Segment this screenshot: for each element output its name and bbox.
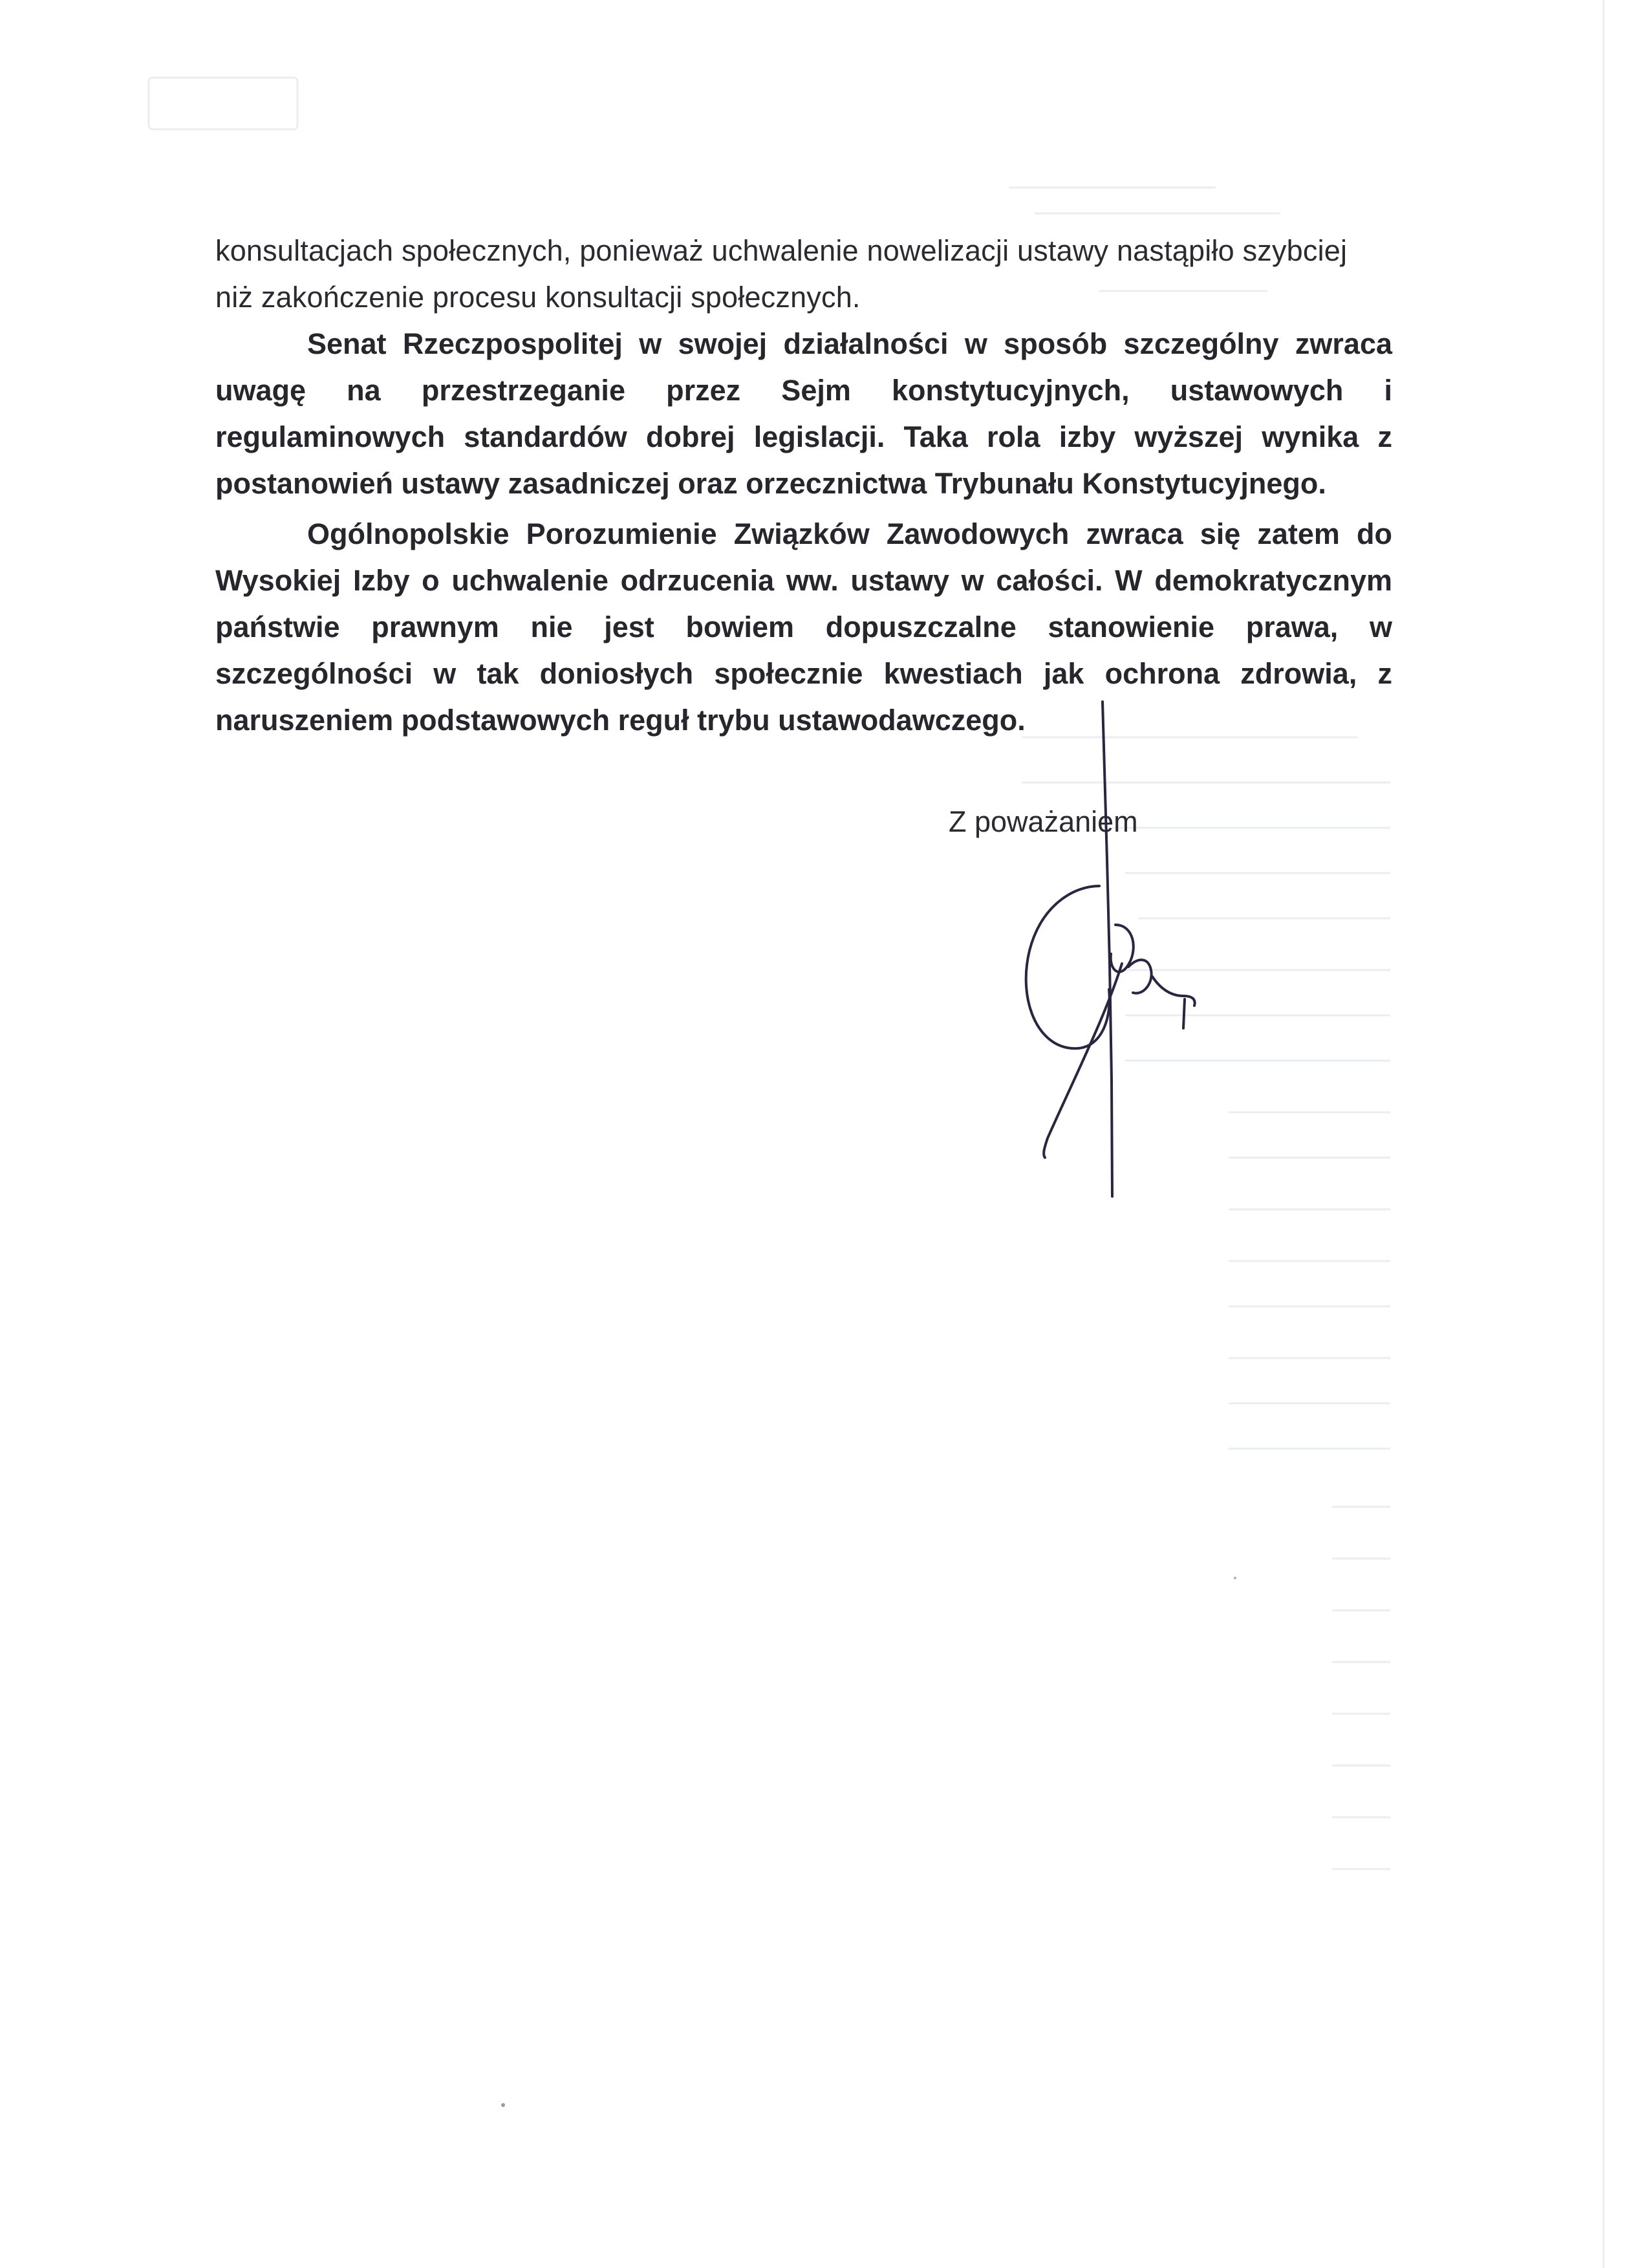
intro-paragraph: konsultacjach społecznych, ponieważ uchwalenie nowelizacji ustawy nastąpiło szybciej niż zakończenie procesu konsultacji społecznych. [215,234,1348,314]
handwritten-signature [983,692,1229,1209]
opzz-paragraph: Ogólnopolskie Porozumienie Związków Zawodowych zwraca się zatem do Wysokiej Izby o uchwalenie odrzucenia ww. ustawy w całości. W demokratycznym państwie prawnym nie jest bowiem dopuszczalne stanowienie prawa, w szczególności w tak doniosłych społecznie kwestiach jak ochrona zdrowia, z naruszeniem podstawowych reguł trybu ustawodawczego. [215,517,1392,737]
senat-paragraph: Senat Rzeczpospolitej w swojej działalności w sposób szczególny zwraca uwagę na przestrzeganie przez Sejm konstytucyjnych, ustawowych i regulaminowych standardów dobrej legislacji. Taka rola izby wyższej wynika z postanowień ustawy zasadniczej oraz orzecznictwa Trybunału Konstytucyjnego. [215,327,1392,500]
closing-salutation: Z poważaniem [949,805,1138,838]
